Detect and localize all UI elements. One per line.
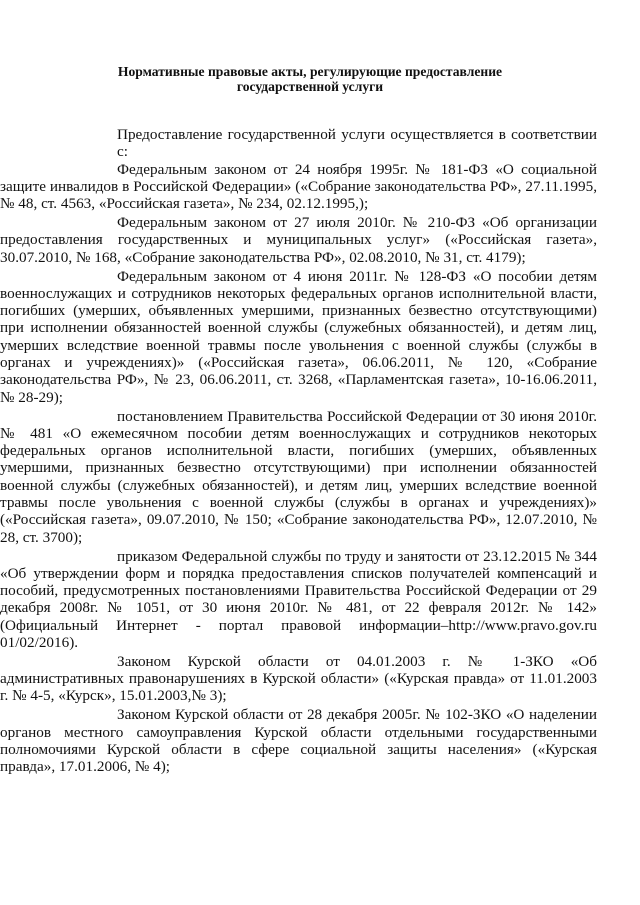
paragraph-law-181fz: Федеральным законом от 24 ноября 1995г. № 181-ФЗ «О социальной защите инвалидов в Российской Федерации» («Собрание законодательства РФ», 27.11.1995, № 48, ст. 4563, «Российская газета», № 234, 02.12.1995,); [0,160,597,213]
paragraph-intro: Предоставление государственной услуги осуществляется в соответствии с: [117,126,597,161]
paragraph-order-344: приказом Федеральной службы по труду и занятости от 23.12.2015 № 344 «Об утверждении форм и порядка предоставления списков получателей компенсаций и пособий, предусмотренных постановлениями Правительства Российской Федерации от 29 декабря 2008г. № 1051, от 30 июня 2010г. № 481, от 22 февраля 2012г. № 142» (Официальный Интернет - портал правовой информации–http://www.pravo.gov.ru 01/02/2016). [0,547,597,651]
paragraph-law-210fz: Федеральным законом от 27 июля 2010г. № 210-ФЗ «Об организации предоставления государственных и муниципальных услуг» («Российская газета», 30.07.2010, № 168, «Собрание законодательства РФ», 02.08.2010, № 31, ст. 4179); [0,214,597,266]
paragraph-law-128fz: Федеральным законом от 4 июня 2011г. № 128-ФЗ «О пособии детям военнослужащих и сотрудников некоторых федеральных органов исполнительной власти, погибших (умерших, объявленных умершими, признанных безвестно отсутствующими) при исполнении обязанностей военной службы (служебных обязанностей), и детям лиц, умерших вследствие военной травмы после увольнения с военной службы (службы в органах и учреждениях)» («Российская газета», 06.06.2011, № 120, «Собрание законодательства РФ», № 23, 06.06.2011, ст. 3268, «Парламентская газета», 10-16.06.2011, № 28-29); [0,267,597,406]
paragraph-resolution-481: постановлением Правительства Российской Федерации от 30 июня 2010г. № 481 «О ежемесячном пособии детям военнослужащих и сотрудников некоторых федеральных органов исполнительной власти, погибших (умерших, объявленных умершими, признанных безвестно отсутствующими) при исполнении обязанностей военной службы (служебных обязанностей), и детям лиц, умерших вследствие военной травмы после увольнения с военной службы (службы в органах и учреждениях)» («Российская газета», 09.07.2010, № 150; «Собрание законодательства РФ», 12.07.2010, № 28, ст. 3700); [0,407,597,546]
paragraph-kursk-law-102zko: Законом Курской области от 28 декабря 2005г. № 102-ЗКО «О наделении органов местного самоуправления Курской области отдельными государственными полномочиями Курской области в сфере социальной защиты населения» («Курская правда», 17.01.2006, № 4); [0,706,597,776]
title-line-2: государственной услуги [236,79,384,94]
title-line-1: Нормативные правовые акты, регулирующие предоставление [117,64,503,79]
paragraph-kursk-law-1zko: Законом Курской области от 04.01.2003 г. № 1-ЗКО «Об административных правонарушениях в Курской области» («Курская правда» от 11.01.2003 г. № 4-5, «Курск», 15.01.2003,№ 3); [0,652,597,705]
document-body [0,126,597,777]
document-title [90,64,530,94]
